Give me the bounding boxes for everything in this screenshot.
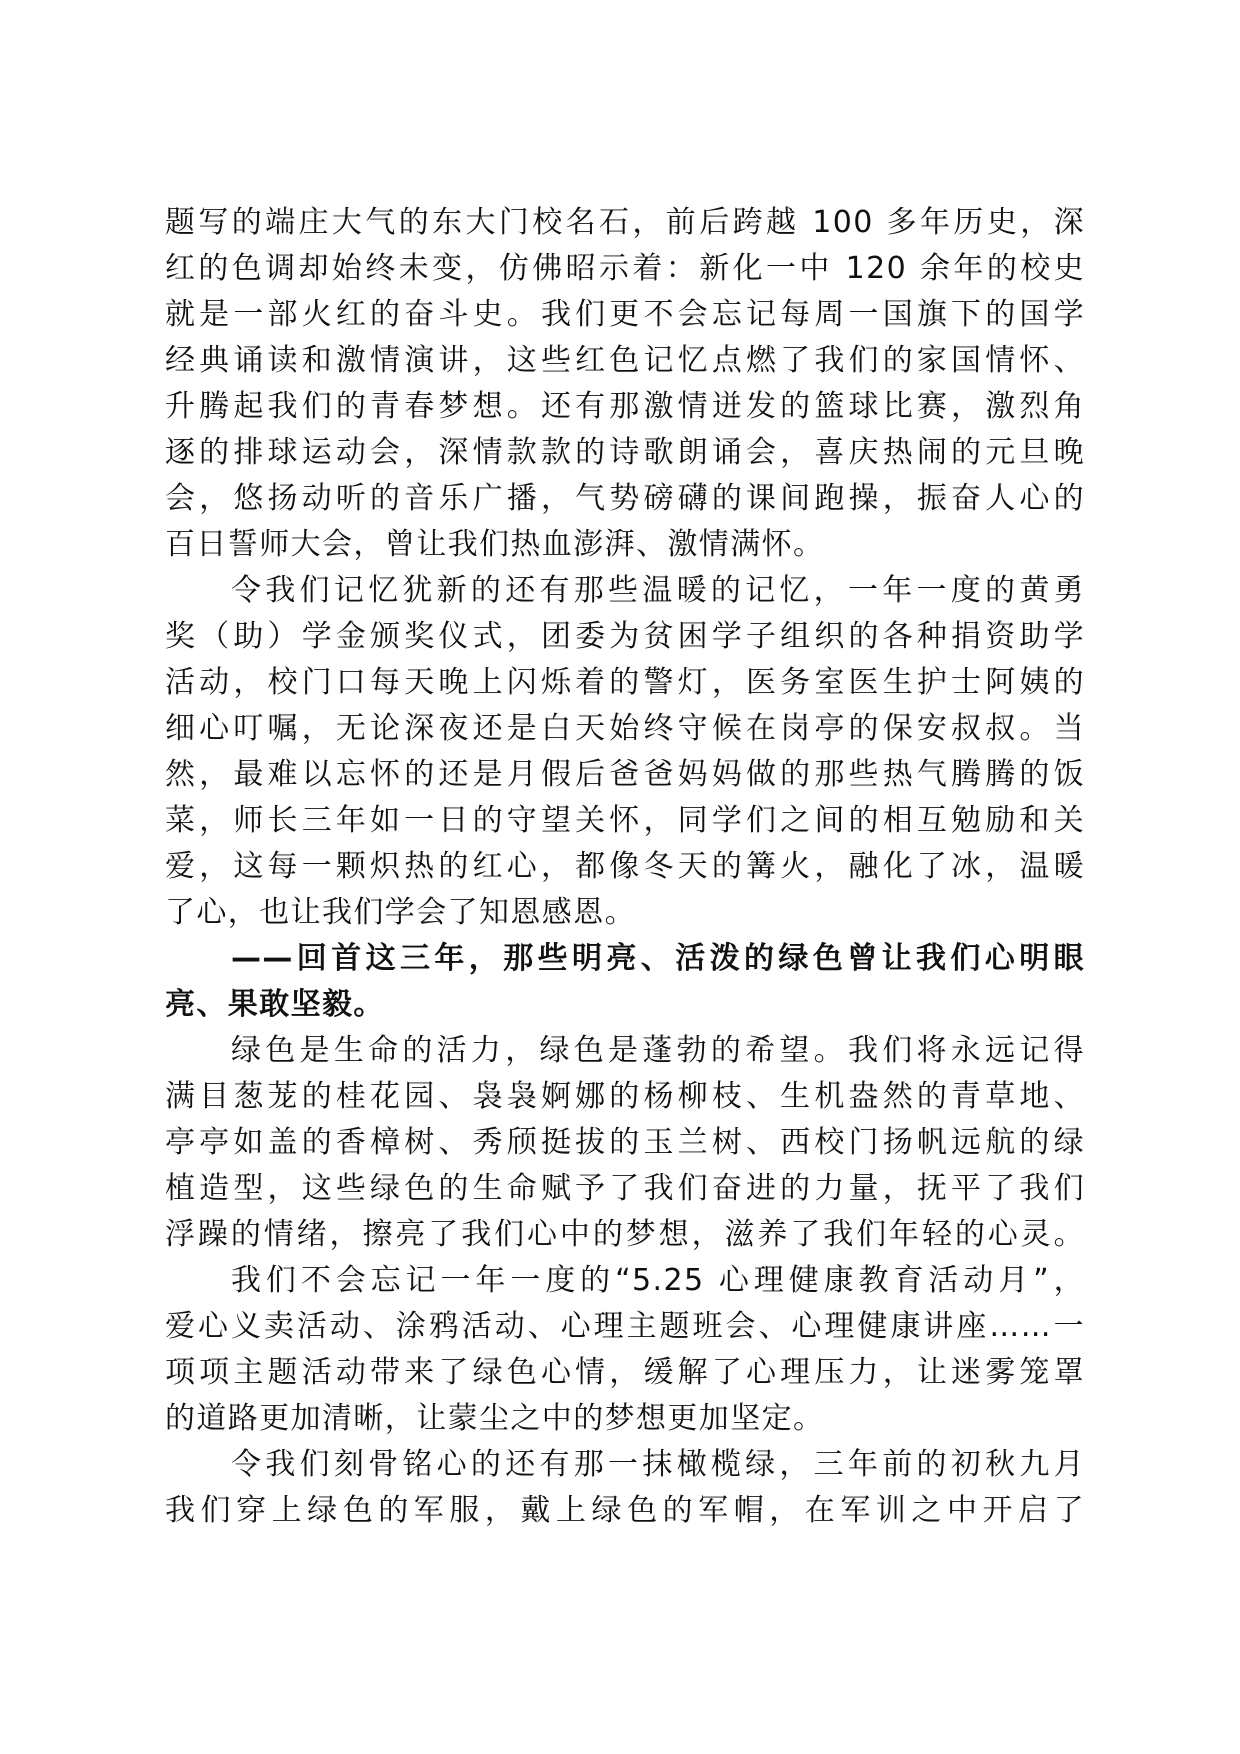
- body-text: [165, 200, 1085, 1534]
- text-line: 题写的端庄大气的东大门校名石，前后跨越 100 多年历史，深: [165, 205, 1085, 240]
- text-line: 经典诵读和激情演讲，这些红色记忆点燃了我们的家国情怀、: [165, 343, 1085, 378]
- heading-line: ——回首这三年，那些明亮、活泼的绿色曾让我们心明眼: [231, 941, 1085, 976]
- paragraph: [165, 1258, 1085, 1442]
- text-line: 会，悠扬动听的音乐广播，气势磅礴的课间跑操，振奋人心的: [165, 481, 1085, 516]
- section-heading: [165, 936, 1085, 1028]
- text-line: 菜，师长三年如一日的守望关怀，同学们之间的相互勉励和关: [165, 803, 1085, 838]
- paragraph: [165, 1028, 1085, 1258]
- text-line: 浮躁的情绪，擦亮了我们心中的梦想，滋养了我们年轻的心灵。: [165, 1217, 1085, 1252]
- text-line: 活动，校门口每天晚上闪烁着的警灯，医务室医生护士阿姨的: [165, 665, 1085, 700]
- text-line: 满目葱茏的桂花园、袅袅婀娜的杨柳枝、生机盎然的青草地、: [165, 1079, 1085, 1114]
- text-line: 奖（助）学金颁奖仪式，团委为贫困学子组织的各种捐资助学: [165, 619, 1085, 654]
- text-line: 就是一部火红的奋斗史。我们更不会忘记每周一国旗下的国学: [165, 297, 1085, 332]
- text-line: 我们穿上绿色的军服，戴上绿色的军帽，在军训之中开启了: [165, 1493, 1085, 1528]
- text-line: 升腾起我们的青春梦想。还有那激情迸发的篮球比赛，激烈角: [165, 389, 1085, 424]
- text-line: 亭亭如盖的香樟树、秀颀挺拔的玉兰树、西校门扬帆远航的绿: [165, 1125, 1085, 1160]
- paragraph: [165, 200, 1085, 568]
- text-line: 令我们刻骨铭心的还有那一抹橄榄绿，三年前的初秋九月: [231, 1447, 1085, 1482]
- text-line: 的道路更加清晰，让蒙尘之中的梦想更加坚定。: [165, 1401, 825, 1436]
- text-line: 百日誓师大会，曾让我们热血澎湃、激情满怀。: [165, 527, 825, 562]
- text-line: 红的色调却始终未变，仿佛昭示着：新化一中 120 余年的校史: [165, 251, 1085, 286]
- text-line: 植造型，这些绿色的生命赋予了我们奋进的力量，抚平了我们: [165, 1171, 1085, 1206]
- text-line: 我们不会忘记一年一度的“5.25 心理健康教育活动月”，: [231, 1263, 1085, 1298]
- text-line: 逐的排球运动会，深情款款的诗歌朗诵会，喜庆热闹的元旦晚: [165, 435, 1085, 470]
- text-line: 爱，这每一颗炽热的红心，都像冬天的篝火，融化了冰，温暖: [165, 849, 1085, 884]
- heading-line: 亮、果敢坚毅。: [165, 987, 385, 1022]
- text-line: 然，最难以忘怀的还是月假后爸爸妈妈做的那些热气腾腾的饭: [165, 757, 1085, 792]
- text-line: 项项主题活动带来了绿色心情，缓解了心理压力，让迷雾笼罩: [165, 1355, 1085, 1390]
- text-line: 绿色是生命的活力，绿色是蓬勃的希望。我们将永远记得: [231, 1033, 1085, 1068]
- paragraph: [165, 568, 1085, 936]
- text-line: 细心叮嘱，无论深夜还是白天始终守候在岗亭的保安叔叔。当: [165, 711, 1085, 746]
- paragraph: [165, 1442, 1085, 1534]
- text-line: 令我们记忆犹新的还有那些温暖的记忆，一年一度的黄勇: [231, 573, 1085, 608]
- text-line: 了心，也让我们学会了知恩感恩。: [165, 895, 636, 930]
- text-line: 爱心义卖活动、涂鸦活动、心理主题班会、心理健康讲座……一: [165, 1309, 1085, 1344]
